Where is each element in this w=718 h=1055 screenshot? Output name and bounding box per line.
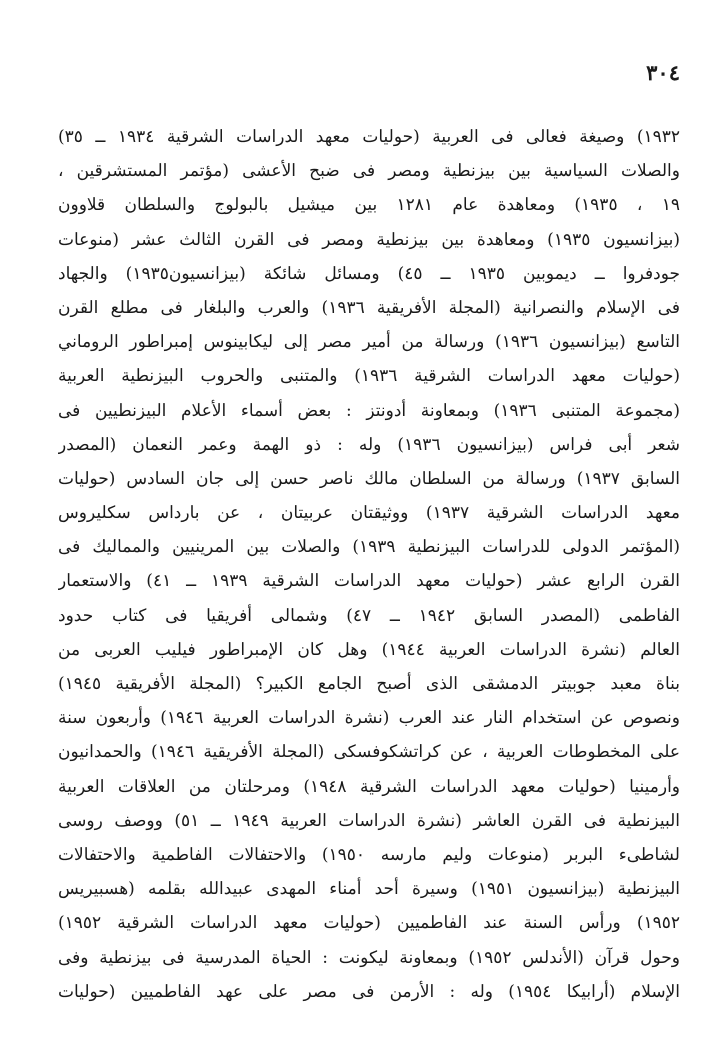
- text-line: ١٩ ، ١٩٣٥) ومعاهدة عام ١٢٨١ بين ميشيل بالبولوج والسلطان قلاوون: [58, 195, 680, 216]
- text-line: الفاطمى (المصدر السابق ١٩٤٢ ــ ٤٧) وشمالى أفريقيا فى كتاب حدود: [58, 605, 680, 626]
- text-line: ١٩٥٢) ورأس السنة عند الفاطميين (حوليات معهد الدراسات الشرقية ١٩٥٢): [58, 913, 680, 934]
- text-line: لشاطىء البربر (منوعات وليم مارسه ١٩٥٠) والاحتفالات الفاطمية والاحتفالات: [58, 844, 680, 865]
- text-line: وحول قرآن (الأندلس ١٩٥٢) وبمعاونة ليكونت : الحياة المدرسية فى بيزنطية وفى: [58, 947, 680, 968]
- text-line: الإسلام (أرابيكا ١٩٥٤) وله : الأرمن فى مصر على عهد الفاطميين (حوليات: [58, 981, 680, 1002]
- text-line: ١٩٣٢) وصيغة فعالى فى العربية (حوليات معهد الدراسات الشرقية ١٩٣٤ ــ ٣٥): [58, 127, 680, 147]
- text-line: والصلات السياسية بين بيزنطية ومصر فى ضبح الأعشى (مؤتمر المستشرقين ،: [58, 161, 680, 182]
- text-line: بناة معبد جوبيتر الدمشقى الذى أصبح الجامع الكبير؟ (المجلة الأفريقية ١٩٤٥): [58, 674, 680, 694]
- text-line: التاسع (بيزانسيون ١٩٣٦) ورسالة من أمير مصر إلى ليكابينوس إمبراطور الروماني: [58, 332, 680, 353]
- text-line: القرن الرابع عشر (حوليات معهد الدراسات الشرقية ١٩٣٩ ــ ٤١) والاستعمار: [58, 571, 680, 592]
- body-text: [58, 120, 680, 1009]
- book-page: [58, 58, 680, 1028]
- text-line: فى الإسلام والنصرانية (المجلة الأفريقية ١٩٣٦) والعرب والبلغار فى مطلع القرن: [58, 297, 680, 318]
- text-line: على المخطوطات العربية ، عن كراتشكوفسكى (المجلة الأفريقية ١٩٤٦) والحمدانيون: [58, 742, 680, 763]
- text-line: (حوليات معهد الدراسات الشرقية ١٩٣٦) والمتنبى والحروب البيزنطية العربية: [58, 366, 680, 387]
- text-line: (مجموعة المتنبى ١٩٣٦) وبمعاونة أدونتز : بعض أسماء الأعلام البيزنطيين فى: [58, 400, 680, 421]
- text-line: العالم (نشرة الدراسات العربية ١٩٤٤) وهل كان الإمبراطور فيليب العربى من: [58, 639, 680, 660]
- text-line: (المؤتمر الدولى للدراسات البيزنطية ١٩٣٩) والصلات بين المرينيين والمماليك فى: [58, 537, 680, 558]
- text-line: جودفروا ــ ديموبين ١٩٣٥ ــ ٤٥) ومسائل شائكة (بيزانسيون١٩٣٥) والجهاد: [58, 263, 680, 284]
- text-line: السابق ١٩٣٧) ورسالة من السلطان مالك ناصر حسن إلى جان السادس (حوليات: [58, 468, 680, 489]
- text-line: (بيزانسيون ١٩٣٥) ومعاهدة بين بيزنطية ومصر فى القرن الثالث عشر (منوعات: [58, 229, 680, 250]
- text-line: ونصوص عن استخدام النار عند العرب (نشرة الدراسات العربية ١٩٤٦) وأربعون سنة: [58, 708, 680, 729]
- page-number: ٣٠٤: [646, 60, 680, 85]
- text-line: شعر أبى فراس (بيزانسيون ١٩٣٦) وله : ذو الهمة وعمر النعمان (المصدر: [58, 434, 680, 455]
- text-line: البيزنطية فى القرن العاشر (نشرة الدراسات العربية ١٩٤٩ ــ ٥١) ووصف روسى: [58, 810, 680, 831]
- text-line: وأرمينيا (حوليات معهد الدراسات الشرقية ١٩٤٨) ومرحلتان من العلاقات العربية: [58, 776, 680, 797]
- text-line: معهد الدراسات الشرقية ١٩٣٧) ووثيقتان عربيتان ، عن بارداس سكليروس: [58, 503, 680, 524]
- text-line: البيزنطية (بيزانسيون ١٩٥١) وسيرة أحد أمناء المهدى عبيدالله بقلمه (هسبيريس: [58, 879, 680, 900]
